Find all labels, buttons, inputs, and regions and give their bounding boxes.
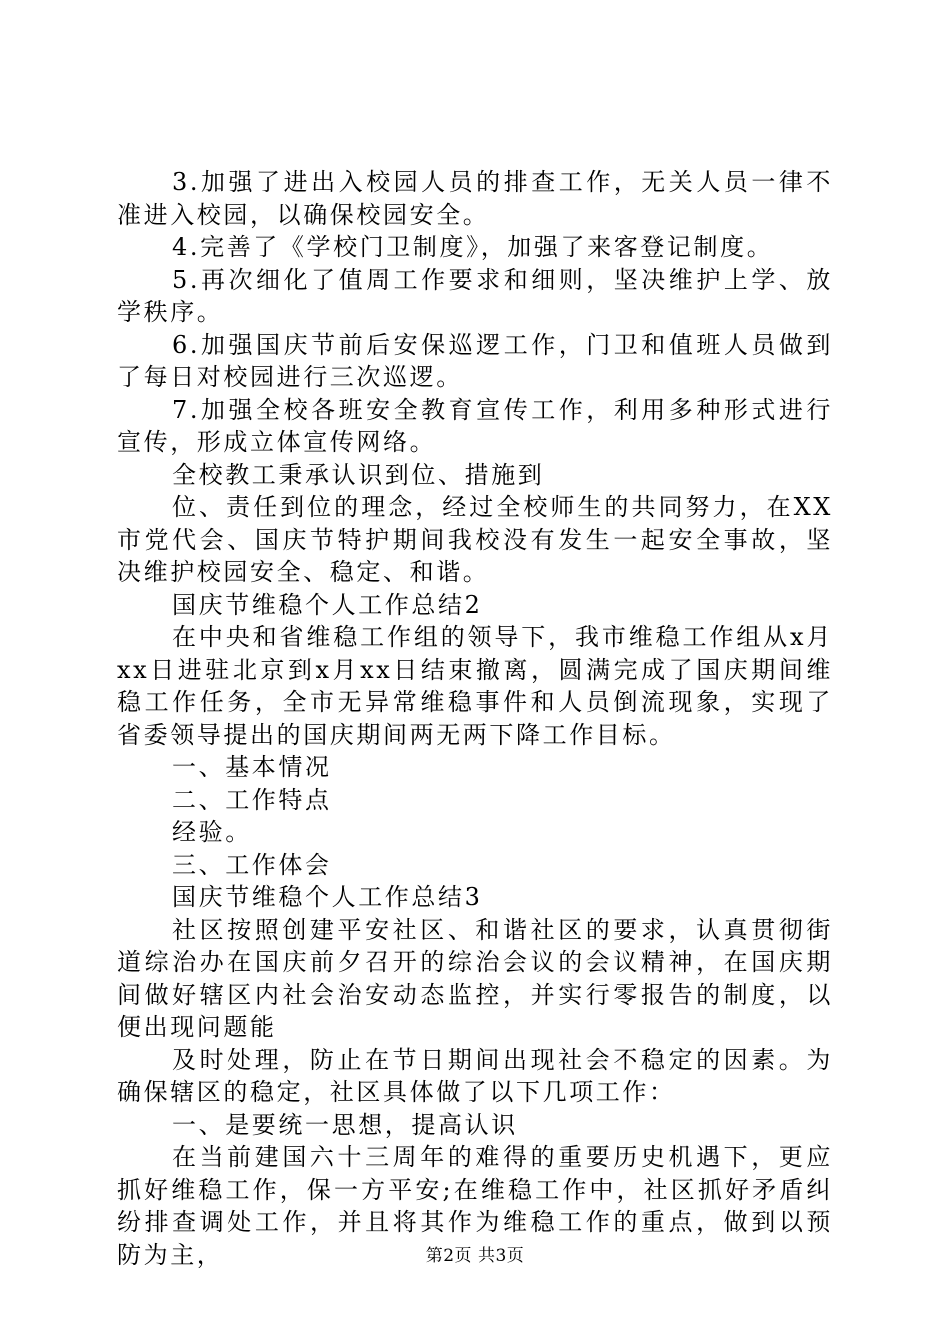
page-footer bbox=[0, 1241, 950, 1266]
paragraph: 社区按照创建平安社区、和谐社区的要求，认真贯彻街道综治办在国庆前夕召开的综治会议的会议精神，在国庆期间做好辖区内社会治安动态监控，并实行零报告的制度，以便出现问题能 bbox=[117, 915, 833, 1041]
paragraph: 3.加强了进出入校园人员的排查工作，无关人员一律不准进入校园，以确保校园安全。 bbox=[117, 168, 833, 229]
page-number-label: 第2页 共3页 bbox=[425, 1246, 525, 1266]
subheading: 一、基本情况 bbox=[172, 753, 332, 781]
subheading: 三、工作体会 bbox=[172, 850, 332, 879]
paragraph: 在中央和省维稳工作组的领导下，我市维稳工作组从x月xx日进驻北京到x月xx日结束撤离，圆满完成了国庆期间维稳工作任务，全市无异常维稳事件和人员倒流现象，实现了省委领导提出的国庆期间两无两下降工作目标。 bbox=[117, 623, 833, 749]
subheading: 一、是要统一思想，提高认识 bbox=[172, 1110, 518, 1139]
paragraph: 7.加强全校各班安全教育宣传工作，利用多种形式进行宣传，形成立体宣传网络。 bbox=[117, 395, 833, 456]
paragraph: 4.完善了《学校门卫制度》，加强了来客登记制度。 bbox=[172, 233, 774, 261]
paragraph: 全校教工秉承认识到位、措施到 bbox=[172, 460, 545, 489]
paragraph: 5.再次细化了值周工作要求和细则，坚决维护上学、放学秩序。 bbox=[117, 265, 833, 326]
paragraph: 位、责任到位的理念，经过全校师生的共同努力，在XX市党代会、国庆节特护期间我校没有发生一起安全事故，坚决维护校园安全、稳定、和谐。 bbox=[117, 493, 833, 586]
subheading: 二、工作特点 bbox=[172, 785, 332, 814]
paragraph: 在当前建国六十三周年的难得的重要历史机遇下，更应抓好维稳工作，保一方平安;在维稳工作中，社区抓好矛盾纠纷排查调处工作，并且将其作为维稳工作的重点，做到以预防为主， bbox=[117, 1143, 833, 1269]
section-heading: 国庆节维稳个人工作总结3 bbox=[172, 883, 483, 911]
paragraph: 及时处理，防止在节日期间出现社会不稳定的因素。为确保辖区的稳定，社区具体做了以下几项工作： bbox=[117, 1045, 833, 1106]
paragraph: 6.加强国庆节前后安保巡逻工作，门卫和值班人员做到了每日对校园进行三次巡逻。 bbox=[117, 330, 833, 391]
section-heading: 国庆节维稳个人工作总结2 bbox=[172, 590, 483, 619]
paragraph: 经验。 bbox=[172, 818, 252, 846]
document-body bbox=[117, 166, 833, 1271]
